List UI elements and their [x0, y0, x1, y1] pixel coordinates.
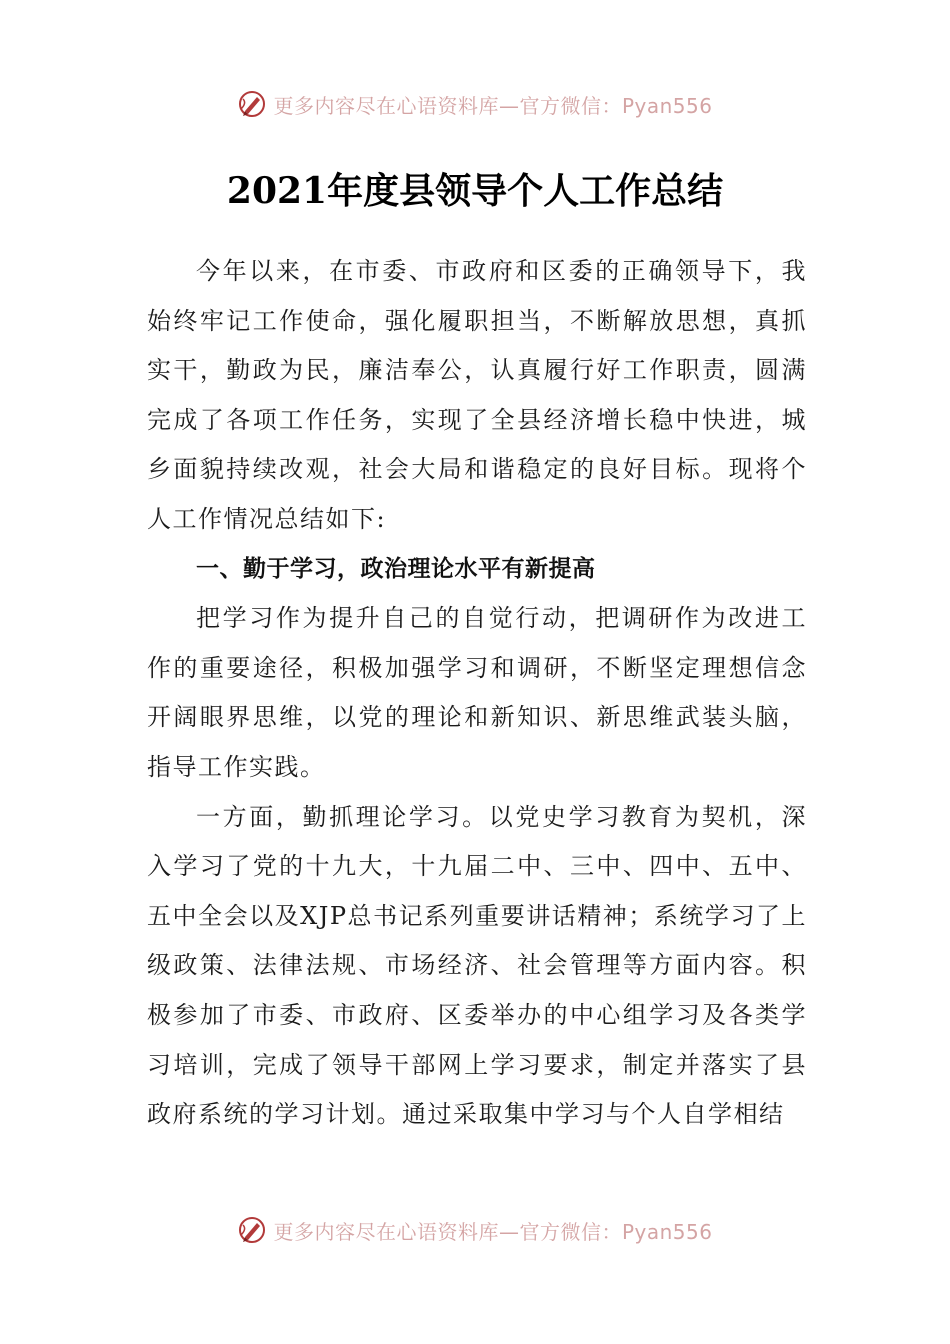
watermark-header — [0, 84, 950, 124]
pen-logo-icon — [237, 89, 267, 119]
watermark-text: 更多内容尽在心语资料库—官方微信：Pyan556 — [273, 93, 713, 118]
watermark-text: 更多内容尽在心语资料库—官方微信：Pyan556 — [273, 1219, 713, 1244]
body-paragraph: 把学习作为提升自己的自觉行动，把调研作为改进工作的重要途径，积极加强学习和调研，不断坚定理想信念开阔眼界思维，以党的理论和新知识、新思维武装头脑，指导工作实践。 — [147, 604, 807, 781]
intro-paragraph: 今年以来，在市委、市政府和区委的正确领导下，我始终牢记工作使命，强化履职担当，不断解放思想，真抓实干，勤政为民，廉洁奉公，认真履行好工作职责，圆满完成了各项工作任务，实现了全县经济增长稳中快进，城乡面貌持续改观，社会大局和谐稳定的良好目标。现将个人工作情况总结如下: — [147, 257, 807, 533]
body-paragraph: 一方面，勤抓理论学习。以党史学习教育为契机，深入学习了党的十九大，十九届二中、三中、四中、五中、五中全会以及XJP总书记系列重要讲话精神；系统学习了上级政策、法律法规、市场经济、社会管理等方面内容。积极参加了市委、市政府、区委举办的中心组学习及各类学习培训，完成了领导干部网上学习要求，制定并落实了县政府系统的学习计划。通过采取集中学习与个人自学相结 — [147, 802, 807, 1129]
watermark-footer — [0, 1210, 950, 1250]
pen-logo-icon — [237, 1215, 267, 1245]
document-body — [147, 247, 807, 1140]
document-title: 2021年度县领导个人工作总结 — [226, 170, 724, 212]
section-heading: 一、勤于学习，政治理论水平有新提高 — [196, 555, 596, 582]
